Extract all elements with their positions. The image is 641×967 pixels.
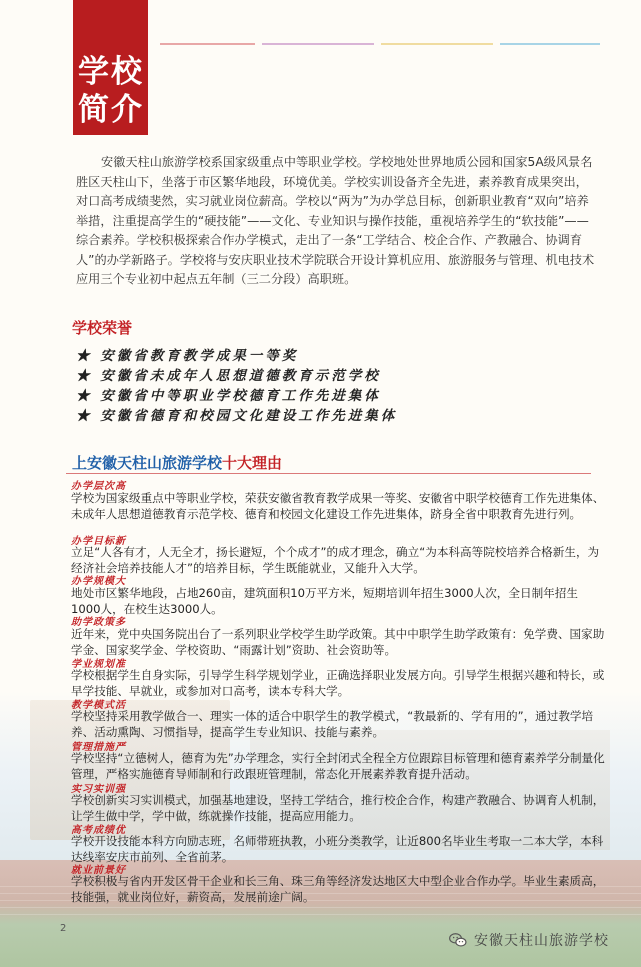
honor-item: ★ 安徽省中等职业学校德育工作先进集体 bbox=[76, 388, 381, 404]
background-building-2 bbox=[250, 730, 610, 850]
reason-body: 学校为国家级重点中等职业学校，荣获安徽省教育教学成果一等奖、安徽省中职学校德育工作先进集体、未成年人思想道德教育示范学校、德育和校园文化建设工作先进集体，跻身全省中职教育先进行列。 bbox=[71, 491, 605, 521]
reason-body: 地处市区繁华地段，占地260亩，建筑面积10万平方米，短期培训年招生3000人次，全日制年招生1000人，在校生达3000人。 bbox=[71, 586, 578, 616]
reason-title: 实习实训强 bbox=[71, 784, 126, 795]
reason-body: 近年来，党中央国务院出台了一系列职业学校学生助学政策。其中中职学生助学政策有：免学费、国家助学金、国家奖学金、学校资助、“雨露计划”资助、社会资助等。 bbox=[71, 627, 605, 657]
reason-body: 学校开设技能本科方向励志班，名师带班执教，小班分类教学，让近800名毕业生考取一二本大学，本科达线率安庆市前列、全省前茅。 bbox=[71, 834, 604, 864]
page-title-line2: 简介 bbox=[78, 92, 144, 128]
reason-body: 学校坚持采用教学做合一、理实一体的适合中职学生的教学模式，“教最新的、学有用的”，通过教学培养、活动熏陶、习惯指导，提高学生专业知识、技能与素养。 bbox=[71, 709, 594, 739]
reason-title: 管理措施严 bbox=[71, 742, 126, 753]
reason-body: 学校根据学生自身实际，引导学生科学规划学业，正确选择职业发展方向。引导学生根据兴趣和特长，或早学技能、早就业，或参加对口高考，读本专科大学。 bbox=[71, 668, 605, 698]
reason-title: 助学政策多 bbox=[71, 617, 126, 628]
reason-title: 办学目标新 bbox=[71, 536, 126, 547]
intro-paragraph: 安徽天柱山旅游学校系国家级重点中等职业学校。学校地处世界地质公园和国家5A级风景名胜区天柱山下，坐落于市区繁华地段，环境优美。学校实训设备齐全先进，素养教育成果突出，对口高考成绩斐然，实习就业岗位薪高。学校以“两为”为办学总目标，创新职业教育“双向”培养举措，注重提高学生的“硬技能”——文化、专业知识与操作技能，重视培养学生的“软技能”——综合素养。学校积极探索合作办学模式，走出了一条“工学结合、校企合作、产教融合、协调育人”的办学新路子。学校将与安庆职业技术学院联合开设计算机应用、旅游服务与管理、机电技术应用三个专业初中起点五年制（三二分段）高职班。 bbox=[76, 155, 595, 286]
reason-title: 教学模式活 bbox=[71, 700, 126, 711]
reasons-heading-main: 上安徽天柱山旅游学校 bbox=[72, 454, 223, 472]
honors-heading: 学校荣誉 bbox=[72, 319, 133, 337]
honor-item: ★ 安徽省教育教学成果一等奖 bbox=[76, 348, 299, 364]
decor-line-violet bbox=[262, 43, 374, 45]
reason-title: 学业规划准 bbox=[71, 659, 126, 670]
decor-line-blue bbox=[500, 43, 600, 45]
reason-body: 学校积极与省内开发区骨干企业和长三角、珠三角等经济发达地区大中型企业合作办学。毕业生素质高，技能强，就业岗位好，薪资高，发展前途广阔。 bbox=[71, 874, 605, 904]
page-title-line1: 学校 bbox=[78, 54, 144, 90]
honor-item: ★ 安徽省德育和校园文化建设工作先进集体 bbox=[76, 408, 398, 424]
reason-title: 办学层次高 bbox=[71, 481, 126, 492]
reason-title: 办学规模大 bbox=[71, 576, 126, 587]
decor-line-pink bbox=[160, 43, 255, 45]
page-number: 2 bbox=[60, 923, 67, 934]
wechat-icon bbox=[448, 930, 468, 950]
reason-title: 就业前景好 bbox=[71, 865, 126, 876]
decor-line-yellow bbox=[381, 43, 493, 45]
reasons-heading bbox=[72, 452, 282, 473]
reason-title: 高考成绩优 bbox=[71, 825, 126, 836]
reasons-divider bbox=[66, 473, 591, 474]
honor-item: ★ 安徽省未成年人思想道德教育示范学校 bbox=[76, 368, 381, 384]
reason-body: 立足“人各有才，人无全才，扬长避短，个个成才”的成才理念，确立“为本科高等院校培养合格新生，为经济社会培养技能人才”的培养目标，学生既能就业，又能升入大学。 bbox=[71, 545, 600, 575]
reason-body: 学校创新实习实训模式，加强基地建设，坚持工学结合，推行校企合作，构建产教融合、协调育人机制，让学生做中学，学中做，练就操作技能，提高应用能力。 bbox=[71, 793, 605, 823]
reason-body: 学校坚持“立德树人，德育为先”办学理念，实行全封闭式全程全方位跟踪目标管理和德育素养学分制量化管理，严格实施德育导师制和行政跟班管理制，常态化开展素养教育提升活动。 bbox=[71, 751, 605, 781]
wechat-watermark bbox=[448, 930, 609, 950]
reasons-heading-accent: 十大理由 bbox=[222, 454, 283, 472]
watermark-text: 安徽天柱山旅游学校 bbox=[474, 933, 609, 949]
